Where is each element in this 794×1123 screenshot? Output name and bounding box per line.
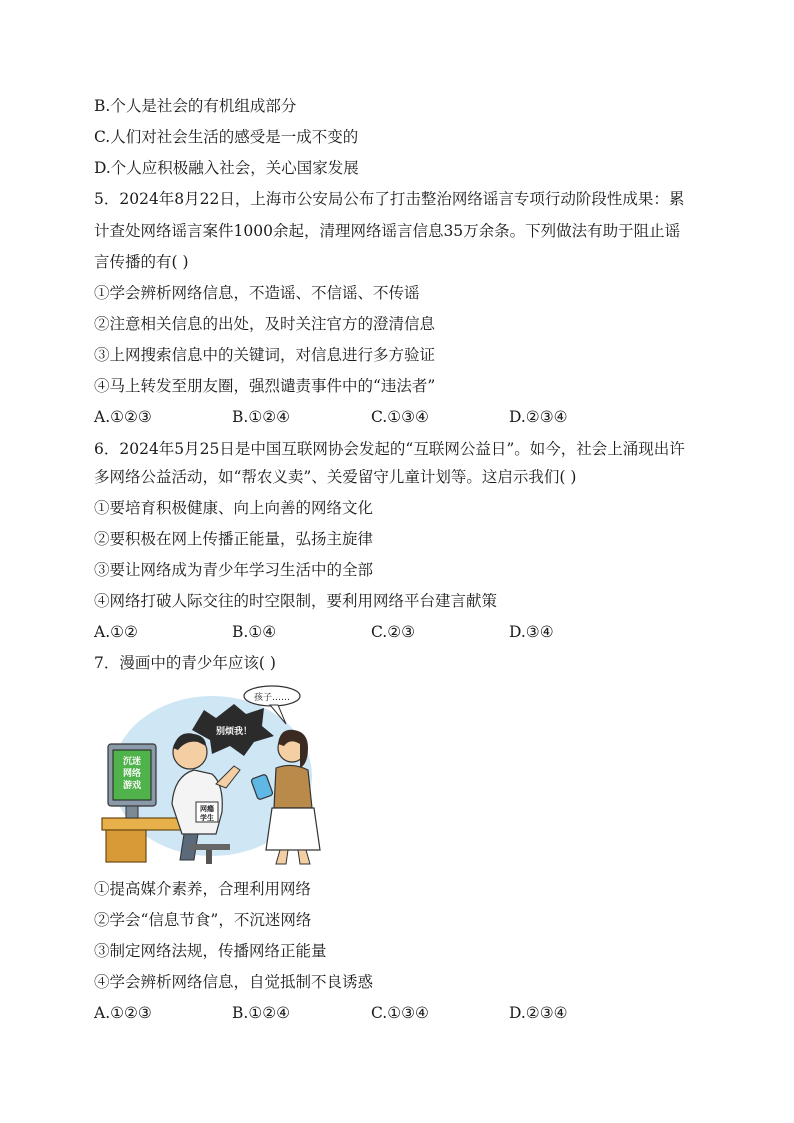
q7-choice-b[interactable]: B.①②④	[232, 1004, 291, 1022]
q5-statement-2: ②注意相关信息的出处，及时关注官方的澄清信息	[94, 315, 436, 333]
q7-choice-a[interactable]: A.①②③	[94, 1004, 152, 1022]
q5-choice-d[interactable]: D.②③④	[509, 408, 568, 426]
desk-drawer	[106, 830, 146, 862]
q6-statement-2: ②要积极在网上传播正能量，弘扬主旋律	[94, 530, 374, 548]
q6-stem-line-2: 多网络公益活动，如“帮农义卖”、关爱留守儿童计划等。这启示我们( )	[94, 468, 577, 486]
q7-statement-2: ②学会“信息节食”，不沉迷网络	[94, 911, 312, 929]
q5-stem-line-2: 计查处网络谣言案件1000余起，清理网络谣言信息35万余条。下列做法有助于阻止谣	[94, 222, 681, 240]
q6-statement-4: ④网络打破人际交往的时空限制，要利用网络平台建言献策	[94, 592, 498, 610]
q5-stem-line-1: 5．2024年8月22日，上海市公安局公布了打击整治网络谣言专项行动阶段性成果：累	[94, 190, 685, 208]
q5-stem-line-3: 言传播的有( )	[94, 253, 189, 271]
q5-statement-4: ④马上转发至朋友圈，强烈谴责事件中的“违法者”	[94, 377, 436, 395]
q7-choices	[94, 1003, 714, 1023]
q7-choice-c[interactable]: C.①③④	[371, 1004, 429, 1022]
q5-statement-1: ①学会辨析网络信息，不造谣、不信谣、不传谣	[94, 284, 420, 302]
q5-choice-c[interactable]: C.①③④	[371, 408, 429, 426]
q5-choices	[94, 407, 714, 427]
q6-choice-c[interactable]: C.②③	[371, 623, 416, 641]
q7-stem: 7．漫画中的青少年应该( )	[94, 654, 276, 672]
q6-stem-line-1: 6．2024年5月25日是中国互联网协会发起的“互联网公益日”。如今，社会上涌现出许	[94, 440, 685, 458]
q7-statement-3: ③制定网络法规，传播网络正能量	[94, 942, 327, 960]
q5-choice-a[interactable]: A.①②③	[94, 408, 152, 426]
q6-statement-3: ③要让网络成为青少年学习生活中的全部	[94, 561, 374, 579]
q7-choice-d[interactable]: D.②③④	[509, 1004, 568, 1022]
monitor-stand	[126, 806, 138, 818]
q5-statement-3: ③上网搜索信息中的关键词，对信息进行多方验证	[94, 346, 436, 364]
screen-text-line-1: 沉迷	[122, 757, 142, 767]
internet-addiction-cartoon	[94, 684, 339, 869]
shirt-text-line-1: 网瘾	[200, 805, 214, 813]
chair-seat	[190, 844, 230, 850]
q6-statement-1: ①要培育积极健康、向上向善的网络文化	[94, 499, 374, 517]
q7-statement-1: ①提高媒介素养，合理利用网络	[94, 880, 312, 898]
q6-choices	[94, 622, 714, 642]
q4-option-b: B.个人是社会的有机组成部分	[94, 97, 297, 115]
q6-choice-d[interactable]: D.③④	[509, 623, 554, 641]
q6-choice-b[interactable]: B.①④	[232, 623, 277, 641]
screen-text-line-2: 网络	[122, 769, 142, 779]
mother-skirt	[266, 808, 320, 850]
mother-legs	[276, 850, 310, 864]
q5-choice-b[interactable]: B.①②④	[232, 408, 291, 426]
q4-option-c: C.人们对社会生活的感受是一成不变的	[94, 128, 359, 146]
boy-speech-text: 别烦我！	[215, 727, 253, 737]
q4-option-d: D.个人应积极融入社会，关心国家发展	[94, 159, 359, 177]
chair-post	[206, 850, 212, 864]
q6-choice-a[interactable]: A.①②	[94, 623, 138, 641]
q7-statement-4: ④学会辨析网络信息，自觉抵制不良诱惑	[94, 973, 374, 991]
screen-text-line-3: 游戏	[122, 781, 142, 791]
mother-speech-text: 孩子……	[253, 693, 291, 703]
mother-blouse	[274, 765, 312, 808]
shirt-text-line-2: 学生	[200, 814, 214, 822]
desk	[102, 818, 182, 830]
